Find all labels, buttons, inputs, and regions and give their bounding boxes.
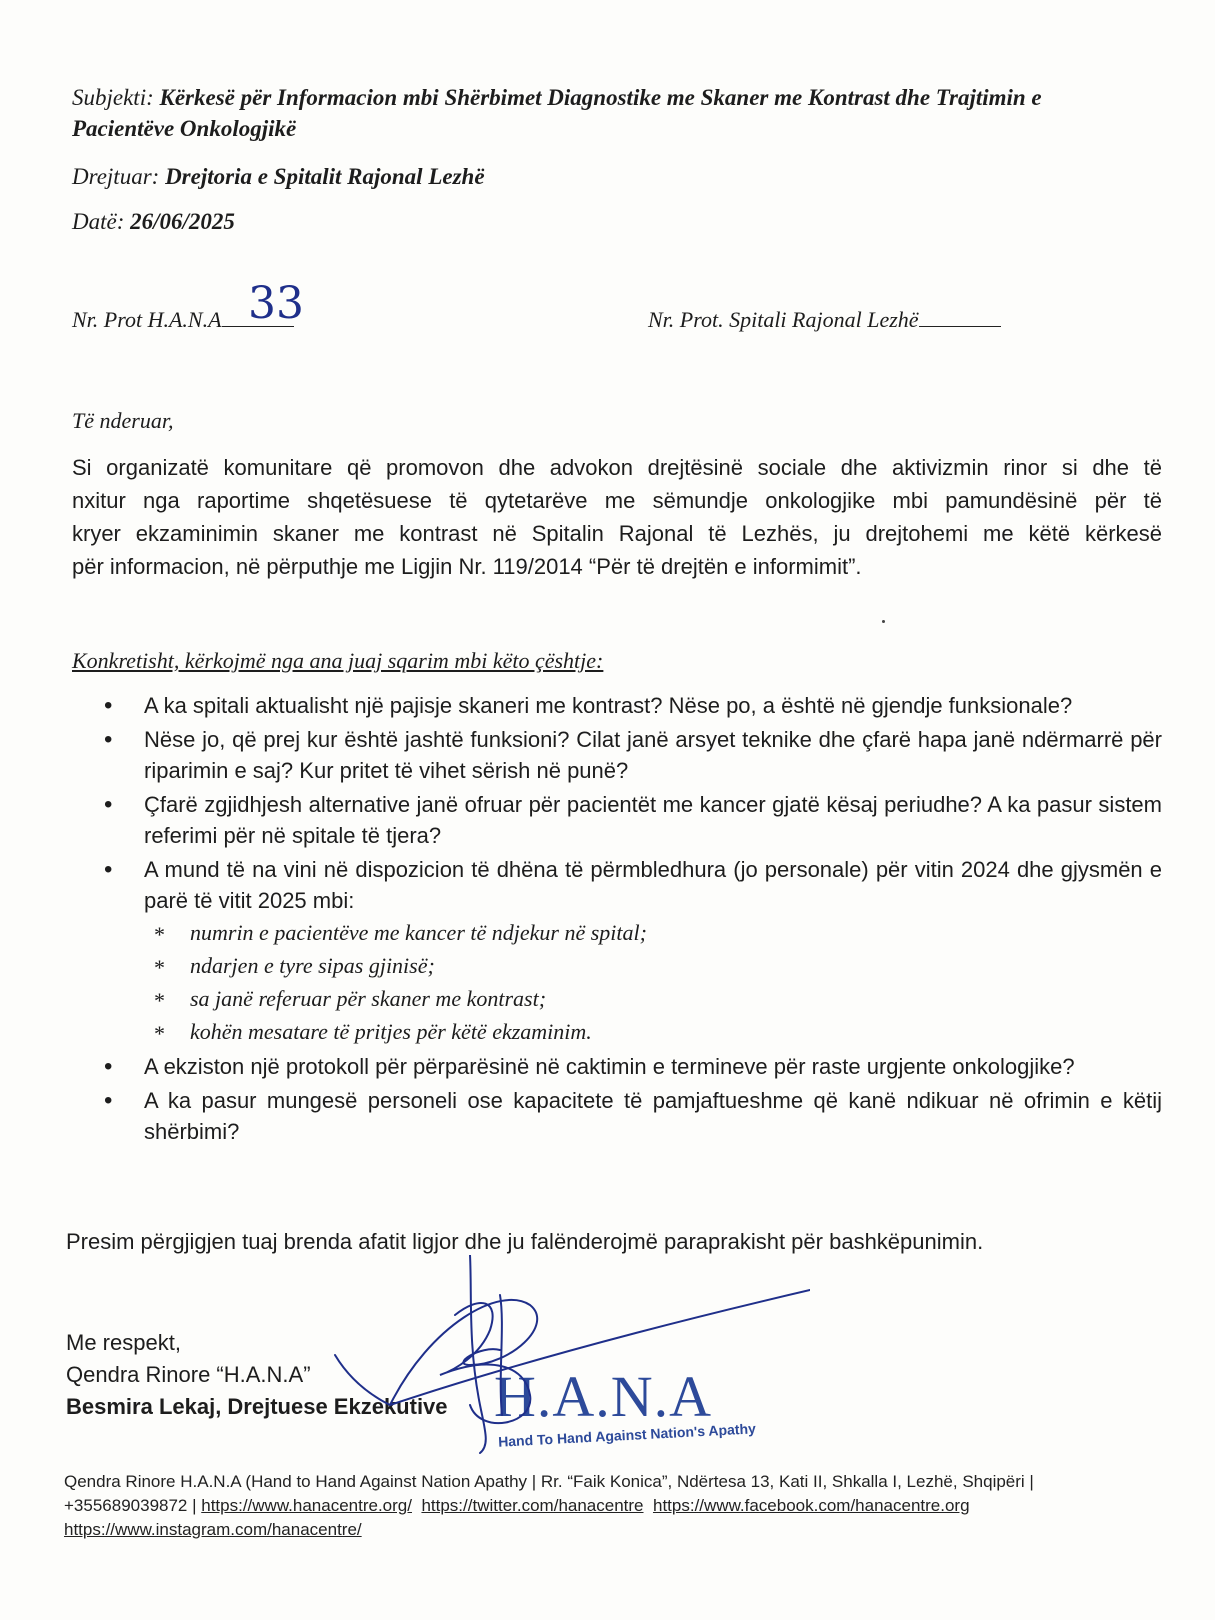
protocol-hospital-label: Nr. Prot. Spitali Rajonal Lezhë [648, 307, 919, 332]
protocol-hospital [648, 307, 1001, 333]
footer-instagram-link[interactable]: https://www.instagram.com/hanacentre/ [64, 1520, 362, 1539]
handwritten-signature [330, 1255, 810, 1455]
footer-facebook-link[interactable]: https://www.facebook.com/hanacentre.org [652, 1496, 970, 1515]
intro-line: nxitur nga raportime shqetësuese të qytetarëve me sëmundje onkologjike mbi pamundësinë për të [72, 488, 1162, 513]
footer-website-link[interactable]: https://www.hanacentre.org/ [201, 1496, 412, 1515]
handwritten-protocol-number [248, 278, 328, 328]
date-text: 26/06/2025 [130, 209, 235, 234]
question-list [72, 690, 1162, 1150]
handwritten-33-text: 33 [248, 278, 304, 328]
question-text: A mund të na vini në dispozicion të dhëna të përmbledhura (jo personale) për vitin 2024 dhe gjysmën e parë të vitit 2025 mbi: [144, 857, 1162, 913]
protocol-hana-label: Nr. Prot H.A.N.A [72, 307, 222, 332]
question-item [72, 1085, 1162, 1147]
subject-line [72, 82, 1092, 144]
subject-text: Kërkesë për Informacion mbi Shërbimet Diagnostike me Skaner me Kontrast dhe Trajtimin e Pacientëve Onkologjikë [72, 85, 1042, 141]
question-item [72, 724, 1162, 786]
footer [64, 1470, 1164, 1542]
question-text: Çfarë zgjidhjesh alternative janë ofruar për pacientët me kancer gjatë kësaj periudhe? A ka pasur sistem referimi për në spitale të tjera? [144, 792, 1162, 848]
footer-org-line: Qendra Rinore H.A.N.A (Hand to Hand Against Nation Apathy | Rr. “Faik Konica”, Ndërtesa 13, Kati II, Shkalla I, Lezhë, Shqipëri | [64, 1472, 1034, 1491]
question-text: A ka spitali aktualisht një pajisje skaneri me kontrast? Nëse po, a është në gjendje funksionale? [144, 693, 1073, 718]
addressed-line [72, 161, 485, 192]
subject-label: Subjekti: [72, 85, 160, 110]
data-request-item: * sa janë referuar për skaner me kontrast; [144, 982, 1162, 1015]
data-request-list [144, 916, 1162, 1048]
intro-line: Si organizatë komunitare që promovon dhe advokon drejtësinë sociale dhe aktivizmin rinor si dhe të [72, 455, 1162, 480]
data-request-item: * kohën mesatare të pritjes për këtë ekzaminim. [144, 1015, 1162, 1048]
signature-stroke [335, 1355, 390, 1405]
data-request-item: * numrin e pacientëve me kancer të ndjekur në spital; [144, 916, 1162, 949]
hana-logo-text: H.A.N.A [494, 1364, 713, 1429]
scan-speck [882, 620, 885, 623]
closing-sentence: Presim përgjigjen tuaj brenda afatit ligjor dhe ju falënderojmë paraprakisht për bashkëpunimin. [66, 1229, 984, 1254]
intro-line: për informacion, në përputhje me Ligjin Nr. 119/2014 “Për të drejtën e informimit”. [72, 554, 862, 579]
intro-paragraph [72, 451, 1162, 583]
signer-line: Besmira Lekaj, Drejtuese Ekzekutive [66, 1394, 448, 1419]
organization-line: Qendra Rinore “H.A.N.A” [66, 1362, 311, 1387]
signature-stroke [500, 1295, 502, 1415]
question-text: A ka pasur mungesë personeli ose kapacitete të pamjaftueshme që kanë ndikuar në ofrimin e këtij shërbimi? [144, 1088, 1162, 1144]
question-text: A ekziston një protokoll për përparësinë në caktimin e termineve për raste urgjente onkologjike? [144, 1054, 1075, 1079]
regards-line: Me respekt, [66, 1330, 181, 1355]
question-item [72, 789, 1162, 851]
footer-twitter-link[interactable]: https://twitter.com/hanacentre [421, 1496, 644, 1515]
addressed-text: Drejtoria e Spitalit Rajonal Lezhë [165, 164, 485, 189]
date-label: Datë: [72, 209, 131, 234]
salutation: Të nderuar, [72, 408, 174, 433]
signature-stroke [390, 1290, 810, 1405]
intro-line: kryer ekzaminimin skaner me kontrast në Spitalin Rajonal të Lezhës, ju drejtohemi me këtë kërkesë [72, 521, 1162, 546]
data-request-item: * ndarjen e tyre sipas gjinisë; [144, 949, 1162, 982]
question-item [72, 854, 1162, 1048]
question-item [72, 690, 1162, 721]
footer-instagram-line [64, 1518, 1164, 1542]
date-line [72, 206, 235, 237]
specify-heading: Konkretisht, kërkojmë nga ana juaj sqarim mbi këto çështje: [72, 648, 604, 673]
protocol-hospital-blank [919, 308, 1001, 327]
footer-phone: +355689039872 | [64, 1496, 202, 1515]
signature-stroke [390, 1300, 537, 1405]
hana-logo-tagline: Hand To Hand Against Nation's Apathy [497, 1420, 757, 1450]
footer-links-line [64, 1494, 1164, 1518]
addressed-label: Drejtuar: [72, 164, 166, 189]
question-text: Nëse jo, që prej kur është jashtë funksioni? Cilat janë arsyet teknike dhe çfarë hapa janë ndërmarrë për riparimin e saj? Kur pritet të vihet sërish në punë? [144, 727, 1162, 783]
question-item [72, 1051, 1162, 1082]
